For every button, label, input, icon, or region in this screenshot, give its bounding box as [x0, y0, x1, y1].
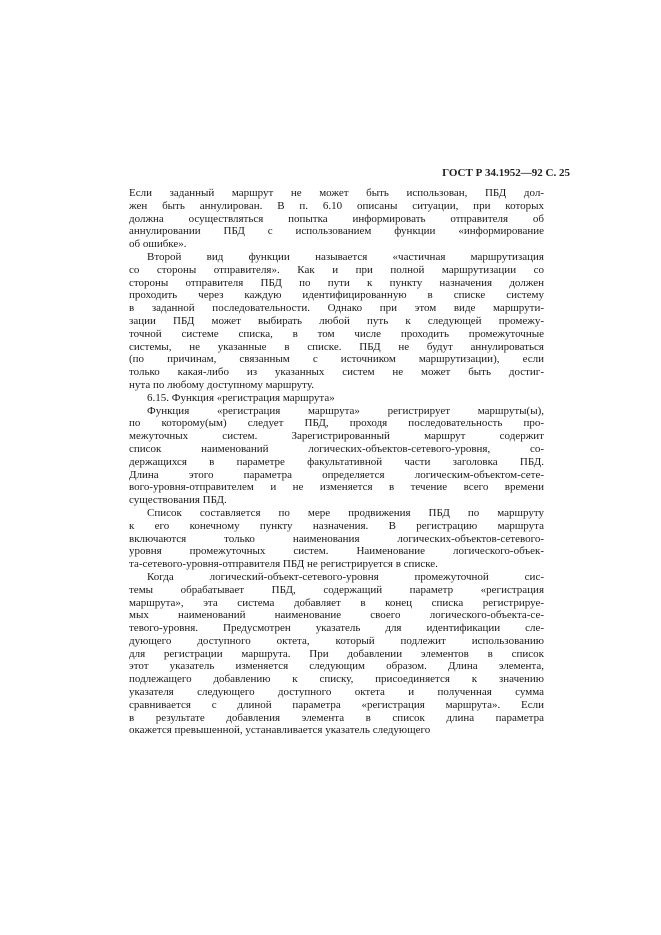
- paragraph: [129, 571, 544, 737]
- text-line: для регистрации маршрута. При добавлении элементов в список: [129, 647, 544, 660]
- text-line: проходить через каждую идентифицированную в списке систему: [129, 289, 544, 302]
- text-line: существования ПБД.: [129, 494, 227, 507]
- text-line: та-сетевого-уровня-отправителя ПБД не регистрируется в списке.: [129, 558, 438, 571]
- text-line: (по причинам, связанным с источником маршрутизации), если: [129, 353, 544, 366]
- text-line: об ошибке».: [129, 238, 187, 251]
- text-line: вого-уровня-отправителем и не изменяется в течение всего времени: [129, 481, 544, 494]
- text-line: Функция «регистрация маршрута» регистрирует маршруты(ы),: [147, 404, 544, 417]
- text-line: межуточных систем. Зарегистрированный маршрут содержит: [129, 430, 544, 443]
- text-line: список наименований логических-объектов-сетевого-уровня, со-: [129, 442, 544, 455]
- paragraph: [129, 405, 544, 507]
- text-line: 6.15. Функция «регистрация маршрута»: [147, 391, 335, 404]
- text-line: дующего доступного октета, который подлежит использованию: [129, 634, 544, 647]
- page-header: ГОСТ Р 34.1952—92 С. 25: [442, 167, 570, 179]
- text-line: тевого-уровня. Предусмотрен указатель для идентификации сле-: [129, 622, 544, 635]
- paragraph: [129, 507, 544, 571]
- text-line: в результате добавления элемента в список длина параметра: [129, 711, 544, 724]
- paragraph: [129, 187, 544, 251]
- text-line: уровня промежуточных систем. Наименование логического-объек-: [129, 545, 544, 558]
- text-line: к его конечному пункту назначения. В регистрацию маршрута: [129, 519, 544, 532]
- text-line: системы, не указанные в списке. ПБД не будут аннулироваться: [129, 340, 544, 353]
- text-line: мых наименований наименование своего логического-объекта-се-: [129, 609, 544, 622]
- text-line: этот указатель изменяется следующим образом. Длина элемента,: [129, 660, 544, 673]
- document-body: [129, 187, 544, 737]
- text-line: подлежащего добавлению к списку, присоединяется к значению: [129, 673, 544, 686]
- section-heading: [129, 392, 544, 405]
- text-line: аннулировании ПБД с использованием функции «информирование: [129, 225, 544, 238]
- text-line: Второй вид функции называется «частичная маршрутизация: [147, 250, 544, 263]
- text-line: сравнивается с длиной параметра «регистрация маршрута». Если: [129, 698, 544, 711]
- text-line: Если заданный маршрут не может быть использован, ПБД дол-: [129, 187, 544, 199]
- text-line: точной системе списка, в том числе проходить промежуточные: [129, 327, 544, 340]
- text-line: Когда логический-объект-сетевого-уровня промежуточной сис-: [147, 570, 544, 583]
- text-line: держащихся в параметре факультативной части заголовка ПБД.: [129, 455, 544, 468]
- text-line: в заданной последовательности. Однако при этом виде маршрути-: [129, 302, 544, 315]
- text-line: окажется превышенной, устанавливается указатель следующего: [129, 724, 431, 737]
- text-line: стороны отправителя ПБД по пути к пункту назначения должен: [129, 276, 544, 289]
- text-line: жен быть аннулирован. В п. 6.10 описаны ситуации, при которых: [129, 199, 544, 212]
- text-line: маршрута», эта система добавляет в конец списка регистрируе-: [129, 596, 544, 609]
- text-line: только какая-либо из указанных систем не может быть достиг-: [129, 366, 544, 379]
- text-line: нута по любому доступному маршруту.: [129, 378, 314, 391]
- text-line: зации ПБД может выбирать любой путь к следующей промежу-: [129, 314, 544, 327]
- text-line: темы обрабатывает ПБД, содержащий параметр «регистрация: [129, 583, 544, 596]
- text-line: указателя следующего доступного октета и полученная сумма: [129, 686, 544, 699]
- text-line: Длина этого параметра определяется логическим-объектом-сете-: [129, 468, 544, 481]
- paragraph: [129, 251, 544, 392]
- text-line: Список составляется по мере продвижения ПБД по маршруту: [147, 506, 544, 519]
- text-line: должна осуществляться попытка информировать отправителя об: [129, 212, 544, 225]
- text-line: включаются только наименования логических-объектов-сетевого-: [129, 532, 544, 545]
- text-line: со стороны отправителя». Как и при полной маршрутизации со: [129, 263, 544, 276]
- text-line: по которому(ым) следует ПБД, проходя последовательность про-: [129, 417, 544, 430]
